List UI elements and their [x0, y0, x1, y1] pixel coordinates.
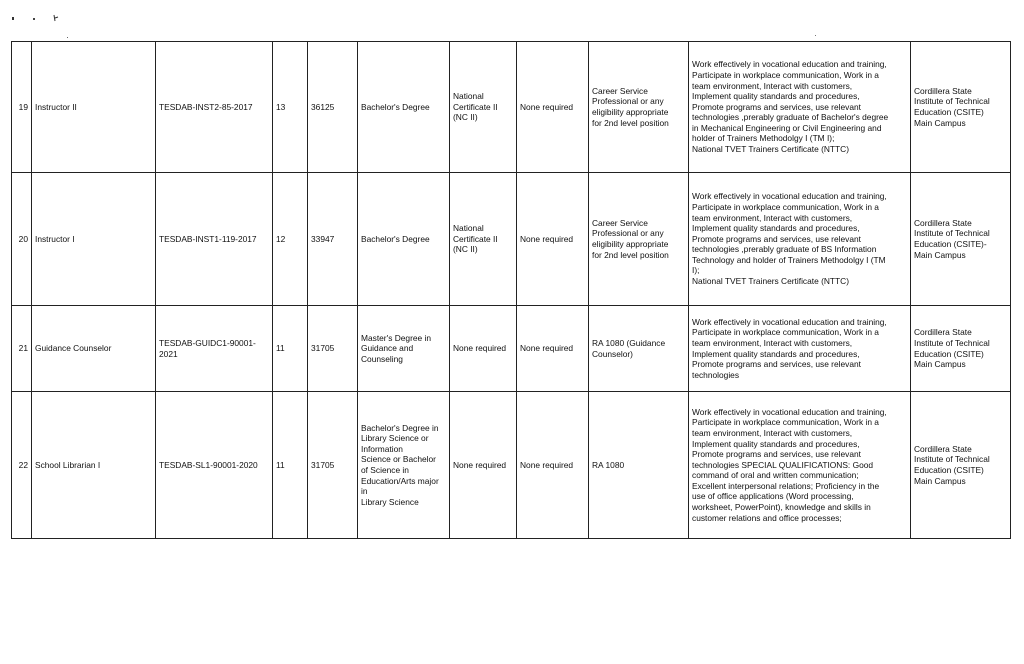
monthly-salary: 33947: [308, 173, 358, 306]
education-requirement: Bachelor's Degree: [358, 42, 450, 173]
position-title: Guidance Counselor: [32, 306, 156, 392]
experience-requirement: None required: [517, 306, 589, 392]
salary-grade: 11: [273, 392, 308, 539]
monthly-salary: 36125: [308, 42, 358, 173]
competency-requirement: Work effectively in vocational education and training, Participate in workplace communication, Work in a team environment, Interact with customers, Implement quality standards and procedures, Promote programs and services, use relevant technologies ,prerably graduate of Bachelor's degree in Mechanical Engineering or Civil Engineering and holder of Trainers Methodolgy I (TM I); National TVET Trainers Certificate (NTTC): [689, 42, 911, 173]
training-requirement: National Certificate II (NC II): [450, 173, 517, 306]
salary-grade: 12: [273, 173, 308, 306]
experience-requirement: None required: [517, 392, 589, 539]
position-title: Instructor II: [32, 42, 156, 173]
scan-speck: [12, 17, 14, 20]
training-requirement: None required: [450, 392, 517, 539]
position-title: Instructor I: [32, 173, 156, 306]
education-requirement: Bachelor's Degree: [358, 173, 450, 306]
eligibility-requirement: Career Service Professional or any eligibility appropriate for 2nd level position: [589, 173, 689, 306]
salary-grade: 13: [273, 42, 308, 173]
scan-speck: [33, 18, 35, 20]
competency-requirement: Work effectively in vocational education and training, Participate in workplace communication, Work in a team environment, Interact with customers, Implement quality standards and procedures, Promote programs and services, use relevant technologies SPECIAL QUALIFICATIONS: Good command of oral and written communication; Excellent interpersonal relations; Proficiency in the use of office applications (Word processing, worksheet, PowerPoint), knowledge and skills in customer relations and office processes;: [689, 392, 911, 539]
competency-requirement: Work effectively in vocational education and training, Participate in workplace communication, Work in a team environment, Interact with customers, Implement quality standards and procedures, Promote programs and services, use relevant technologies: [689, 306, 911, 392]
eligibility-requirement: RA 1080 (Guidance Counselor): [589, 306, 689, 392]
item-number: 21: [12, 306, 32, 392]
training-requirement: National Certificate II (NC II): [450, 42, 517, 173]
salary-grade: 11: [273, 306, 308, 392]
place-of-assignment: Cordillera State Institute of Technical Education (CSITE) Main Campus: [911, 392, 1011, 539]
position-title: School Librarian I: [32, 392, 156, 539]
training-requirement: None required: [450, 306, 517, 392]
education-requirement: Master's Degree in Guidance and Counseling: [358, 306, 450, 392]
plantilla-item-number: TESDAB-SL1-90001-2020: [156, 392, 273, 539]
experience-requirement: None required: [517, 173, 589, 306]
plantilla-table: [11, 41, 1011, 539]
item-number: 22: [12, 392, 32, 539]
table-row: [12, 173, 1011, 306]
scan-speck: [54, 15, 58, 21]
item-number: 19: [12, 42, 32, 173]
place-of-assignment: Cordillera State Institute of Technical Education (CSITE)- Main Campus: [911, 173, 1011, 306]
table-row: [12, 42, 1011, 173]
eligibility-requirement: Career Service Professional or any eligibility appropriate for 2nd level position: [589, 42, 689, 173]
competency-requirement: Work effectively in vocational education and training, Participate in workplace communication, Work in a team environment, Interact with customers, Implement quality standards and procedures, Promote programs and services, use relevant technologies ,prerably graduate of BS Information Technology and holder of Trainers Methodolgy I (TM I); National TVET Trainers Certificate (NTTC): [689, 173, 911, 306]
scan-marks: [0, 0, 1024, 40]
experience-requirement: None required: [517, 42, 589, 173]
plantilla-item-number: TESDAB-INST1-119-2017: [156, 173, 273, 306]
plantilla-item-number: TESDAB-GUIDC1-90001- 2021: [156, 306, 273, 392]
table-row: [12, 306, 1011, 392]
education-requirement: Bachelor's Degree in Library Science or Information Science or Bachelor of Science in Education/Arts major in Library Science: [358, 392, 450, 539]
place-of-assignment: Cordillera State Institute of Technical Education (CSITE) Main Campus: [911, 306, 1011, 392]
monthly-salary: 31705: [308, 306, 358, 392]
eligibility-requirement: RA 1080: [589, 392, 689, 539]
item-number: 20: [12, 173, 32, 306]
scan-speck: [815, 35, 816, 36]
place-of-assignment: Cordillera State Institute of Technical Education (CSITE) Main Campus: [911, 42, 1011, 173]
plantilla-item-number: TESDAB-INST2-85-2017: [156, 42, 273, 173]
scan-speck: [67, 37, 68, 38]
monthly-salary: 31705: [308, 392, 358, 539]
table-row: [12, 392, 1011, 539]
